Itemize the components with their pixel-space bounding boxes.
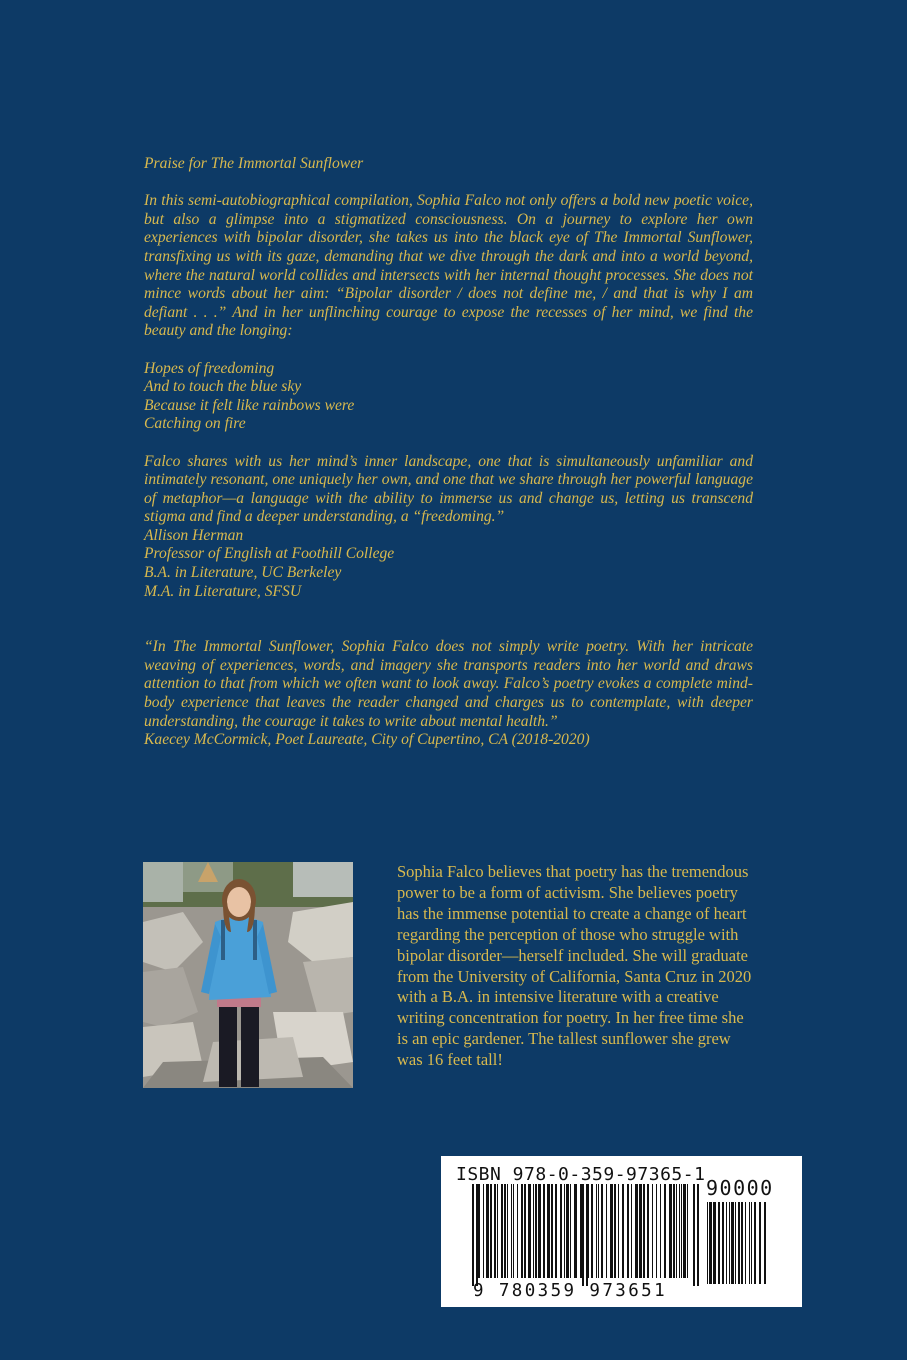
poem-line: Hopes of freedoming xyxy=(144,359,275,377)
barcode-bar xyxy=(566,1184,569,1278)
barcode-bar xyxy=(570,1184,571,1278)
barcode-guard-bar xyxy=(693,1184,695,1286)
barcode-guard-bar xyxy=(586,1184,588,1286)
barcode-bar xyxy=(735,1202,736,1284)
reviewer-1-name: Allison Herman xyxy=(144,526,244,544)
isbn-number: ISBN 978-0-359-97365-1 xyxy=(456,1164,706,1185)
barcode-bar xyxy=(551,1184,553,1278)
barcode-bar xyxy=(635,1184,638,1278)
barcode-bar xyxy=(564,1184,565,1278)
barcode-bar xyxy=(533,1184,534,1278)
barcode-bar xyxy=(745,1202,746,1284)
barcode-bar xyxy=(483,1184,484,1278)
barcode-bar xyxy=(517,1184,518,1278)
reviewer-2-credit: Kaecey McCormick, Poet Laureate, City of Cupertino, CA (2018-2020) xyxy=(144,731,590,749)
barcode-bar xyxy=(631,1184,632,1278)
barcode-bar xyxy=(754,1202,756,1284)
barcode-bar xyxy=(681,1184,682,1278)
barcode-bar xyxy=(660,1184,661,1278)
reviewer-1-degree: M.A. in Literature, SFSU xyxy=(144,582,302,600)
barcode-bar xyxy=(507,1184,508,1278)
barcode-bar xyxy=(528,1184,531,1278)
barcode-bar xyxy=(618,1184,619,1278)
barcode-bar xyxy=(606,1184,607,1278)
barcode-bar xyxy=(627,1184,629,1278)
barcode-bar xyxy=(656,1184,657,1278)
poem-line: Because it felt like rainbows were xyxy=(144,396,355,414)
barcode-bar xyxy=(749,1202,750,1284)
barcode-bar xyxy=(486,1184,489,1278)
barcode-bar xyxy=(555,1184,557,1278)
barcode-bar xyxy=(664,1184,666,1278)
barcode-bar xyxy=(652,1184,653,1278)
barcode-guard-bar xyxy=(582,1184,584,1286)
barcode-bar xyxy=(622,1184,624,1278)
barcode-bar xyxy=(669,1184,672,1278)
barcode-bar xyxy=(643,1184,645,1278)
barcode-bar xyxy=(598,1184,599,1278)
barcode-guard-bar xyxy=(476,1184,478,1286)
review-2-text: “In The Immortal Sunflower, Sophia Falco does not simply write poetry. With her intricate weaving of experiences, words, and imagery she transports readers into her world and draws attention to that from which we often want to look away. Falco’s poetry evokes a complete mind-body experience that leaves the reader changed and charges us to contemplate, with deeper understanding, the courage it takes to write about mental health.” xyxy=(144,638,753,730)
barcode-bar xyxy=(673,1184,675,1278)
barcode-bar xyxy=(726,1202,727,1284)
barcode-bar xyxy=(538,1184,541,1278)
reviewer-1-title: Professor of English at Foothill College xyxy=(144,545,395,563)
barcode-bar xyxy=(601,1184,603,1278)
barcode-bar xyxy=(610,1184,613,1278)
barcode-bar xyxy=(639,1184,642,1278)
barcode-bar xyxy=(676,1184,677,1278)
price-barcode xyxy=(707,1202,766,1284)
barcode-bar xyxy=(731,1202,734,1284)
barcode-bar xyxy=(759,1202,761,1284)
barcode-guard-bar xyxy=(472,1184,474,1286)
barcode-bar xyxy=(501,1184,503,1278)
barcode-bar xyxy=(738,1202,740,1284)
barcode-bar xyxy=(683,1184,686,1278)
barcode-bar xyxy=(513,1184,514,1278)
barcode-bar xyxy=(718,1202,720,1284)
barcode-bar xyxy=(707,1202,708,1284)
review-1-text: In this semi-autobiographical compilation, Sophia Falco not only offers a bold new poetic voice, but also a glimpse into a stigmatized consciousness. On a journey to explore her own experiences with bipolar disorder, she takes us into the black eye of The Immortal Sunflower, transfixing us with its gaze, demanding that we dive through the dark and into a world beyond, where the natural world collides and intersects with her internal thought processes. She does not mince words about her aim: “Bipolar disorder / does not define me, / and that is why I am defiant . . .” And in her unflinching courage to expose the recesses of her mind, we find the beauty and the longing: xyxy=(144,192,753,340)
barcode-bar xyxy=(543,1184,545,1278)
barcode-bar xyxy=(722,1202,724,1284)
barcode-bar xyxy=(511,1184,512,1278)
barcode-bar xyxy=(647,1184,649,1278)
barcode-bar xyxy=(764,1202,766,1284)
author-photo xyxy=(143,862,353,1088)
praise-heading: Praise for The Immortal Sunflower xyxy=(144,155,364,172)
barcode-bar xyxy=(560,1184,562,1278)
barcode-bar xyxy=(687,1184,688,1278)
barcode-bar xyxy=(504,1184,506,1278)
barcode-bar xyxy=(591,1184,593,1278)
barcode-bar xyxy=(535,1184,537,1278)
barcode-bar xyxy=(547,1184,550,1278)
price-code: 90000 xyxy=(706,1176,774,1200)
author-bio: Sophia Falco believes that poetry has the tremendous power to be a form of activism. She believes poetry has the immense potential to create a change of heart regarding the perception of those who struggle with bipolar disorder—herself included. She will graduate from the University of California, Santa Cruz in 2020 with a B.A. in intensive literature with a creative writing concentration for poetry. In her free time she is an epic gardener. The tallest sunflower she grew was 16 feet tall! xyxy=(397,862,752,1070)
barcode-bar xyxy=(494,1184,496,1278)
isbn-barcode xyxy=(441,1156,802,1307)
barcode-bar xyxy=(709,1202,712,1284)
barcode-bar xyxy=(497,1184,498,1278)
ean-barcode xyxy=(472,1184,699,1286)
barcode-bar xyxy=(574,1184,577,1278)
barcode-bar xyxy=(713,1202,716,1284)
barcode-bar xyxy=(679,1184,680,1278)
review-1-continuation: Falco shares with us her mind’s inner landscape, one that is simultaneously unfamiliar and intimately resonant, one uniquely her own, and one that we share through her powerful language of metaphor—a language with the ability to immerse us and change us, letting us transcend stigma and find a deeper understanding, a “freedoming.” xyxy=(144,452,753,526)
poem-line: Catching on fire xyxy=(144,415,246,433)
barcode-guard-bar xyxy=(697,1184,699,1286)
barcode-bar xyxy=(490,1184,492,1278)
barcode-bar xyxy=(521,1184,523,1278)
reviewer-1-degree: B.A. in Literature, UC Berkeley xyxy=(144,564,342,582)
poem-line: And to touch the blue sky xyxy=(144,378,302,396)
ean-digits: 9 780359 973651 xyxy=(473,1281,668,1301)
barcode-bar xyxy=(524,1184,526,1278)
barcode-bar xyxy=(614,1184,616,1278)
barcode-bar xyxy=(729,1202,730,1284)
barcode-bar xyxy=(741,1202,743,1284)
barcode-bar xyxy=(596,1184,597,1278)
barcode-bar xyxy=(751,1202,752,1284)
praise-section xyxy=(144,155,753,750)
